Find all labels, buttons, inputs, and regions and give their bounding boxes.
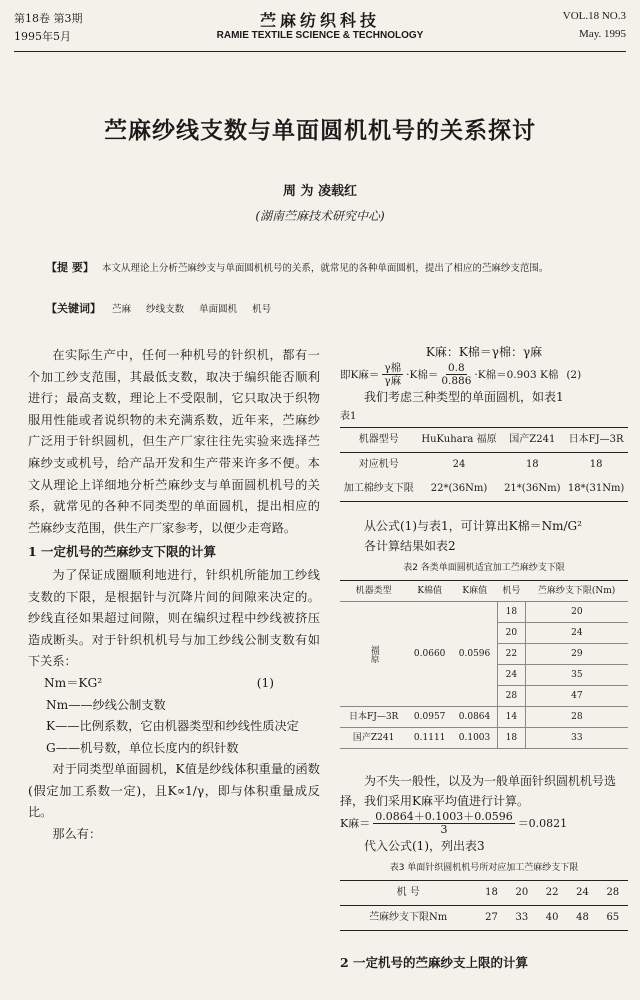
equation-2-rhs: ·K棉＝0.903 K棉 [474,368,559,381]
table-cell: 国产Z241 [340,728,407,749]
paper-title: 苎麻纱线支数与单面圆机机号的关系探讨 [104,118,536,144]
table-cell: 47 [525,686,628,707]
volume-en: VOL.18 NO.3 [562,10,626,22]
table-row-label: 苎麻纱支下限Nm [369,912,448,923]
table-cell: 28 [598,881,628,906]
equation-2-number: (2) [566,368,582,381]
table-row [340,707,628,728]
section-1-heading: 1 一定机号的苎麻纱支下限的计算 [28,544,217,560]
abstract-tag: 【提 要】 [46,261,94,274]
volume-cn: 第18卷 第3期 [14,12,83,25]
table-header-cell: 机器类型 [340,581,407,602]
table-cell: 0.0660 [407,602,452,707]
table-cell: 14 [497,707,525,728]
table-cell: 18*(31Nm) [567,483,625,494]
keyword: 机号 [252,304,272,315]
equation-3-rhs: ＝0.0821 [517,816,568,830]
table-header-cell: K麻值 [452,581,497,602]
table-cell: 20 [525,602,628,623]
table-cell: 28 [497,686,525,707]
table-3-caption: 表3 单面针织圆机机号所对应加工苎麻纱支下限 [389,863,579,873]
authors: 周 为 凌载红 [282,184,358,199]
k-relation-paragraph: 对于同类型单面圆机，K值是纱线体积重量的函数(假定加工系数一定)，且K∝1/γ，即与体积重量成反比。 [28,762,320,820]
table-row [340,602,628,623]
table-cell: 24 [452,459,466,470]
fraction-numerator: 0.0864＋0.1003＋0.0596 [375,810,513,823]
journal-title-en: RAMIE TEXTILE SCIENCE & TECHNOLOGY [216,30,424,41]
fraction [382,362,403,387]
table-header-cell: K棉值 [407,581,452,602]
keywords-tag: 【关键词】 [46,302,101,315]
table-cell: 18 [589,459,603,470]
table-1-caption: 表1 [340,411,357,422]
left-column [28,345,320,846]
table-row [340,906,628,931]
fraction [441,362,471,387]
table-cell: 0.0596 [452,602,497,707]
table-cell: 22*(36Nm) [430,483,488,494]
table-cell: 20 [507,881,537,906]
table-cell: 33 [525,728,628,749]
table-header-cell: 苎麻纱支下限(Nm) [525,581,628,602]
section-1-paragraph: 为了保证成圈顺利地进行，针织机所能加工纱线支数的下限，是根据针与沉降片间的间隙来决定的。纱线直径如果超过间隙，则在编织过程中纱线被挤压造成断头。对于针织机机号与加工纱线公制支数有如下关系： [28,567,320,669]
table-cell: 24 [567,881,597,906]
fraction-numerator: 0.8 [448,362,465,374]
equation-1-number: (1) [256,675,274,690]
lead-in-paragraph: 那么有： [52,827,102,842]
keywords [46,300,596,316]
table-1 [340,427,628,502]
table-header-cell: HuKuhara 福原 [418,428,501,453]
table-cell: 0.0957 [407,707,452,728]
table-cell: 40 [545,912,559,923]
table-cell: 33 [515,912,529,923]
affiliation: (湖南苎麻技术研究中心) [255,209,385,223]
table-cell: 20 [497,623,525,644]
abstract-text: 本文从理论上分析苎麻纱支与单面圆机机号的关系，就常见的各种单面圆机，提出了相应的苎麻纱支范围。 [101,263,549,274]
table-header-cell: 国产Z241 [500,428,564,453]
date-cn: 1995年5月 [14,30,71,43]
table-row [340,477,628,502]
table-cell: 29 [525,644,628,665]
table-cell: 22 [537,881,567,906]
definition: K——比例系数，它由机器类型和纱线性质决定 [46,719,299,734]
table-1-intro: 我们考虑三种类型的单面圆机，如表1 [364,390,564,404]
date-en: May. 1995 [579,28,626,40]
table-cell: 48 [576,912,589,923]
equation-3-lhs: K麻＝ [340,816,371,830]
table-cell: 加工棉纱支下限 [343,483,414,494]
table-header-cell: 日本FJ—3R [564,428,628,453]
table-cell: 0.0864 [452,707,497,728]
table-cell: 0.1003 [452,728,497,749]
machine-type-cell: 福原 [340,602,407,707]
table-row [340,453,628,478]
fraction-denominator: 0.886 [441,375,472,387]
intro-paragraph: 在实际生产中，任何一种机号的针织机，都有一个加工纱支范围，其最低支数，取决于编织能否顺利进行；最高支数，理论上不受限制，它只取决于织物服用性能或者说织物的未充满系数，近年来，苎麻纱广泛用于针织圆机，但生产厂家往往先实验来选择苎麻纱支或机号，给产品开发和生产带来许多不便。本文从理论上详细地分析苎麻纱支与单面圆机机号的关系，就常见的各种不同类型的单面圆机，提出相应的苎麻纱支范围，供生产厂家参考，以便少走弯路。 [28,348,320,535]
table-cell: 24 [525,623,628,644]
table-cell: 0.1111 [407,728,452,749]
fraction-denominator: γ麻 [384,375,402,387]
calc-paragraph: 从公式(1)与表1，可计算出K棉＝Nm/G² [364,519,582,533]
equation-2-mid: ·K棉＝ [406,368,439,381]
table-row [340,728,628,749]
table-cell: 日本FJ—3R [340,707,407,728]
table-header-cell: 机器型号 [340,428,418,453]
average-paragraph: 为不失一般性，以及为一般单面针织圆机机号选择，我们采用K麻平均值进行计算。 [340,774,617,808]
definition: G——机号数，单位长度内的织针数 [46,740,239,755]
calc-paragraph-2: 各计算结果如表2 [364,539,456,553]
running-header [14,8,626,52]
right-column [340,342,628,973]
equation-1 [28,673,320,695]
ratio-equation: K麻：K棉＝γ棉：γ麻 [425,345,543,359]
section-2-heading: 2 一定机号的苎麻纱支上限的计算 [340,955,529,970]
table-cell: 对应机号 [358,459,399,470]
keyword: 苎麻 [112,304,132,315]
table-2 [340,580,628,749]
table-cell: 28 [525,707,628,728]
table-cell: 21*(36Nm) [504,483,561,494]
table-header-cell: 机号 [497,581,525,602]
equation-2-lhs: 即K麻＝ [340,368,380,381]
table-cell: 22 [497,644,525,665]
table-cell: 24 [497,665,525,686]
table-row [340,881,628,906]
table-2-caption: 表2 各类单面圆机适宜加工苎麻纱支下限 [403,563,565,573]
abstract [46,258,596,279]
journal-title-cn: 苎麻纺织科技 [259,11,380,30]
table-cell: 65 [606,912,620,923]
table-cell: 18 [476,881,506,906]
table-cell: 18 [497,602,525,623]
table-cell: 18 [497,728,525,749]
table-3 [340,880,628,931]
definition: Nm——纱线公制支数 [46,697,166,712]
fraction-denominator: 3 [440,823,448,836]
table-cell: 27 [485,912,498,923]
table-cell: 18 [525,459,539,470]
table-row-label: 机 号 [340,881,476,906]
equation-3 [340,811,628,836]
equation-2 [340,362,628,387]
equation-1-body: Nm＝KG² [44,675,103,690]
substitute-paragraph: 代入公式(1)，列出表3 [364,839,485,853]
fraction [373,811,514,836]
keyword: 单面圆机 [199,304,238,315]
keyword: 纱线支数 [146,304,185,315]
table-cell: 35 [525,665,628,686]
fraction-numerator: γ棉 [384,362,402,374]
